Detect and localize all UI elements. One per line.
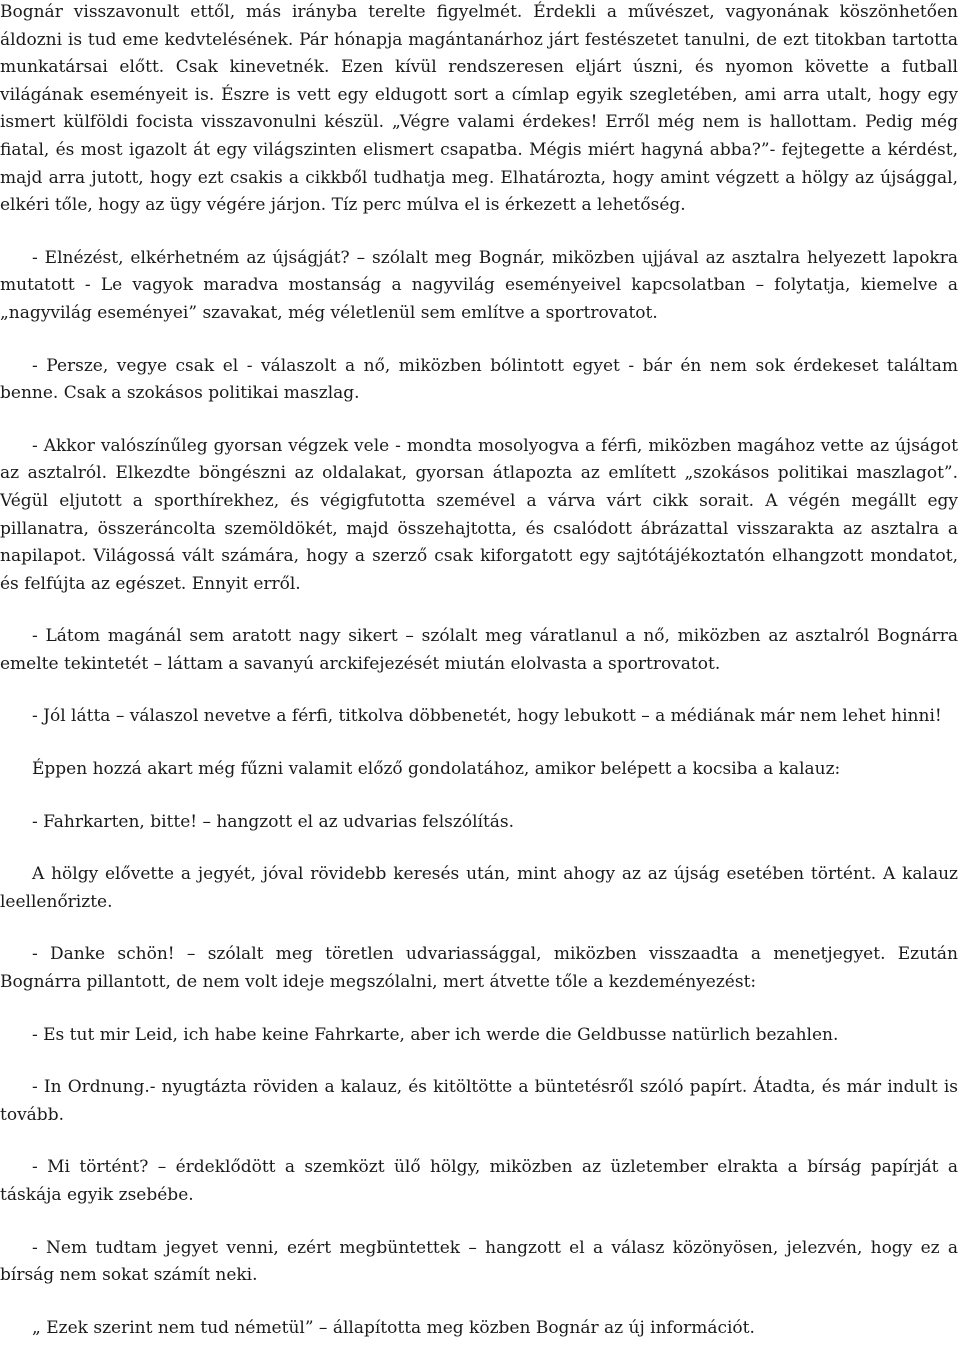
paragraph-dialogue: - Persze, vegye csak el - válaszolt a nő, miközben bólintott egyet - bár én nem sok érdekeset találtam benne. Csak a szokásos politikai maszlag. (0, 355, 958, 404)
paragraph-dialogue: - In Ordnung.- nyugtázta röviden a kalauz, és kitöltötte a büntetésről szóló papírt. Átadta, és már indult is tovább. (0, 1077, 958, 1125)
paragraph-dialogue: - Danke schön! – szólalt meg töretlen udvariassággal, miközben visszaadta a menetjegyet. Ezután Bognárra pillantott, de nem volt ideje megszólalni, mert átvette tőle a kezdeményezést: (0, 944, 958, 993)
paragraph-intro: Bognár visszavonult ettől, más irányba terelte figyelmét. Érdekli a művészet, vagyonának köszönhetően áldozni is tud eme kedvtelésének. Pár hónapja magántanárhoz járt festészetet tanulni, de ezt titokban tartotta munkatársai előtt. Csak kinevetnék. Ezen kívül rendszeresen eljárt úszni, és nyomon követte a futball világának eseményeit is. Észre is vett egy eldugott sort a címlap egyik szegletében, ami arra utalt, hogy egy ismert külföldi focista visszavonulni készül. „Végre valami érdekes! Erről még nem is hallottam. Pedig még fiatal, és most igazolt át egy világszinten elismert csapatba. Mégis miért hagyná abba?”- fejtegette a kérdést, majd arra jutott, hogy ezt csakis a cikkből tudhatja meg. Elhatározta, hogy amint végzett a hölgy az újsággal, elkéri tőle, hogy az ügy végére járjon. Tíz perc múlva el is érkezett a lehetőség. (0, 2, 958, 216)
paragraph-dialogue: - Mi történt? – érdeklődött a szemközt ülő hölgy, miközben az üzletember elrakta a bírság papírját a táskája egyik zsebébe. (0, 1157, 958, 1205)
paragraph-thought: „ Ezek szerint nem tud németül” – állapította meg közben Bognár az új információt. (32, 1317, 755, 1338)
paragraph-narration: Éppen hozzá akart még fűzni valamit előző gondolatához, amikor belépett a kocsiba a kalauz: (32, 759, 841, 780)
paragraph-dialogue: - Akkor valószínűleg gyorsan végzek vele - mondta mosolyogva a férfi, miközben magához vette az újságot az asztalról. Elkezdte böngészni az oldalakat, gyorsan átlapozta az említett „szokásos politikai maszlagot”. Végül eljutott a sporthírekhez, és végigfutotta szemével a várva várt cikk sorait. A végén megállt egy pillanatra, összeráncolta szemöldökét, majd összehajtotta, és csalódott ábrázattal visszarakta az asztalra a napilapot. Világossá vált számára, hogy a szerző csak kiforgatott egy sajtótájékoztatón elhangzott mondatot, és felfújta az egészet. Ennyit erről. (0, 435, 958, 594)
paragraph-dialogue: - Es tut mir Leid, ich habe keine Fahrkarte, aber ich werde die Geldbusse natürlich bezahlen. (32, 1024, 839, 1045)
paragraph-dialogue: - Látom magánál sem aratott nagy sikert – szólalt meg váratlanul a nő, miközben az asztalról Bognárra emelte tekintetét – láttam a savanyú arckifejezését miután elolvasta a sportrovatot. (0, 626, 958, 674)
paragraph-dialogue: - Fahrkarten, bitte! – hangzott el az udvarias felszólítás. (32, 811, 515, 832)
paragraph-dialogue: - Elnézést, elkérhetném az újságját? – szólalt meg Bognár, miközben ujjával az asztalra helyezett lapokra mutatott - Le vagyok maradva mostanság a nagyvilág eseményeivel kapcsolatban – folytatja, kiemelve a „nagyvilág eseményei” szavakat, még véletlenül sem említve a sportrovatot. (0, 247, 958, 323)
paragraph-dialogue: - Nem tudtam jegyet venni, ezért megbüntettek – hangzott el a válasz közönyösen, jelezvén, hogy ez a bírság nem sokat számít neki. (0, 1237, 958, 1286)
paragraph-narration: A hölgy elővette a jegyét, jóval rövidebb keresés után, mint ahogy az az újság esetében történt. A kalauz leellenőrizte. (0, 864, 958, 912)
paragraph-dialogue: - Jól látta – válaszol nevetve a férfi, titkolva döbbenetét, hogy lebukott – a médiának már nem lehet hinni! (32, 706, 942, 727)
